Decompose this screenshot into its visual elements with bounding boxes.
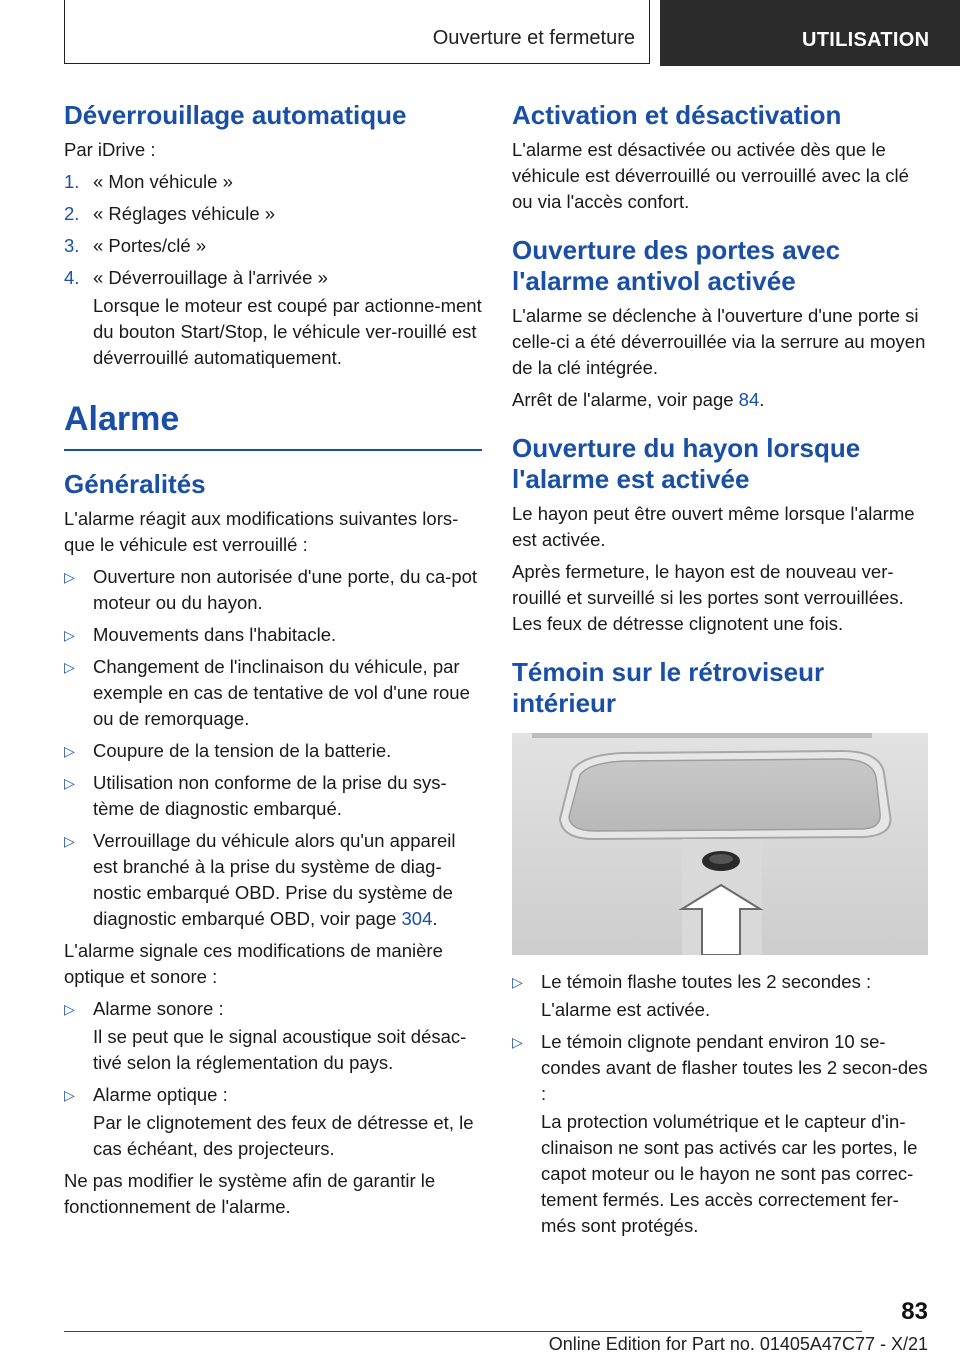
list-item: ▷ Alarme optique :	[64, 1082, 482, 1108]
doors-text: L'alarme se déclenche à l'ouverture d'une porte si celle-ci a été déverrouillée via la serrure au moyen de la clé intégrée.	[512, 305, 926, 378]
list-item: ▷ Le témoin clignote pendant environ 10 se-condes avant de flasher toutes les 2 secon-des :	[512, 1029, 928, 1107]
triangle-bullet-icon: ▷	[64, 569, 75, 585]
heading-activation: Activation et désactivation	[512, 100, 842, 130]
heading-general: Généralités	[64, 469, 206, 499]
list-item: ▷ Utilisation non conforme de la prise du sys-tème de diagnostic embarqué.	[64, 770, 482, 822]
rearview-mirror-image	[512, 733, 928, 955]
triangle-bullet-icon: ▷	[64, 627, 75, 643]
rearview-mirror-illustration	[512, 733, 928, 955]
tailgate-text-2: Après fermeture, le hayon est de nouveau ver-rouillé et surveillé si les portes sont verrouillées. Les feux de détresse clignotent une fois.	[512, 561, 904, 634]
step-item: 1. « Mon véhicule »	[64, 171, 233, 192]
section-title: Ouverture et fermeture	[432, 27, 635, 49]
signal-intro: L'alarme signale ces modifications de manière optique et sonore :	[64, 940, 443, 987]
chapter-title: UTILISATION	[802, 29, 930, 51]
list-item: ▷ Alarme sonore :	[64, 996, 482, 1022]
list-item: ▷ Coupure de la tension de la batterie.	[64, 738, 482, 764]
section-tab	[64, 0, 650, 64]
list-item: ▷ Verrouillage du véhicule alors qu'un appareil est branché à la prise du système de diag-nostic embarqué OBD. Prise du système de diagnostic embarqué OBD, voir page 304.	[64, 828, 482, 932]
triangle-bullet-icon: ▷	[64, 743, 75, 759]
triangle-bullet-icon: ▷	[64, 1087, 75, 1103]
stop-alarm: Arrêt de l'alarme, voir page 84.	[512, 389, 765, 410]
optique-note: Par le clignotement des feux de détresse et, le cas échéant, des projecteurs.	[93, 1112, 474, 1159]
heading-alarm: Alarme	[64, 400, 180, 438]
step-item: 4. « Déverrouillage à l'arrivée »	[64, 267, 328, 288]
triangle-bullet-icon: ▷	[64, 659, 75, 675]
chapter-tab	[660, 0, 960, 66]
activation-text: L'alarme est désactivée ou activée dès que le véhicule est déverrouillé ou verrouillé avec la clé ou via l'accès confort.	[512, 139, 909, 212]
footer-rule	[64, 1331, 862, 1332]
step-note: Lorsque le moteur est coupé par actionne-ment du bouton Start/Stop, le véhicule ver-rouillé est déverrouillé automatiquement.	[93, 295, 482, 368]
right-column	[512, 100, 928, 1245]
step-item: 3. « Portes/clé »	[64, 235, 207, 256]
via-idrive: Par iDrive :	[64, 139, 156, 160]
indicator-note-1: L'alarme est activée.	[541, 999, 711, 1020]
heading-rule	[64, 449, 482, 451]
triangle-bullet-icon: ▷	[512, 974, 523, 990]
triangle-bullet-icon: ▷	[64, 775, 75, 791]
warning-text: Ne pas modifier le système afin de garantir le fonctionnement de l'alarme.	[64, 1170, 436, 1217]
list-item: ▷ Changement de l'inclinaison du véhicule, par exemple en cas de tentative de vol d'une roue ou de remorquage.	[64, 654, 482, 732]
triangle-bullet-icon: ▷	[512, 1034, 523, 1050]
list-item: ▷ Ouverture non autorisée d'une porte, du ca-pot moteur ou du hayon.	[64, 564, 482, 616]
list-item: ▷ Mouvements dans l'habitacle.	[64, 622, 482, 648]
footer-edition: Online Edition for Part no. 01405A47C77 - X/21	[548, 1334, 928, 1354]
step-item: 2. « Réglages véhicule »	[64, 203, 276, 224]
indicator-note-2: La protection volumétrique et le capteur d'in-clinaison ne sont pas activés car les portes, le capot moteur ou le hayon ne sont pas correc-tement fermés. Les accès correctement fer-més sont protégés.	[541, 1111, 918, 1236]
heading-doors-alarm: Ouverture des portes avec l'alarme antivol activée	[512, 235, 841, 296]
list-item: ▷ Le témoin flashe toutes les 2 secondes :	[512, 969, 928, 995]
left-column	[64, 100, 482, 1226]
page-link-84[interactable]: 84	[738, 389, 760, 410]
triangle-bullet-icon: ▷	[64, 833, 75, 849]
triangle-bullet-icon: ▷	[64, 1001, 75, 1017]
heading-indicator: Témoin sur le rétroviseur intérieur	[512, 657, 825, 718]
page-header	[0, 0, 960, 66]
heading-tailgate: Ouverture du hayon lorsque l'alarme est activée	[512, 433, 861, 494]
heading-auto-unlock: Déverrouillage automatique	[64, 100, 407, 130]
page-link-304[interactable]: 304	[401, 908, 433, 929]
tailgate-text-1: Le hayon peut être ouvert même lorsque l'alarme est activée.	[512, 503, 915, 550]
general-intro: L'alarme réagit aux modifications suivantes lors-que le véhicule est verrouillé :	[64, 508, 459, 555]
page-number: 83	[901, 1298, 928, 1325]
sonore-note: Il se peut que le signal acoustique soit désac-tivé selon la réglementation du pays.	[93, 1026, 467, 1073]
